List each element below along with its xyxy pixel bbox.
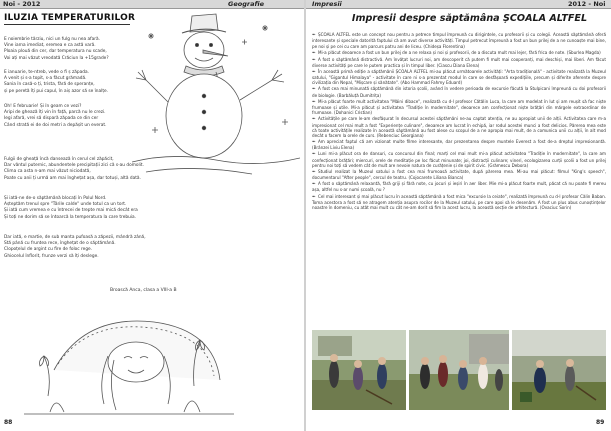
- paragraph-text: Luni mi-a plăcut ora de dansuri, cu concursul din final; marți cel mai mult mi-a plăcut activitatea "Tradiție în modernitate", la care am confecționat brățări; miercuri, orele de meditație pe loc făcut minunate; joi, distracții culinare; vineri, ecologizarea curții școlii a fost un prilej pentru noi toți să vedem cât de mult are nevoie natura de curățenie și de spirit civic. (Grămescu Debora): [312, 151, 606, 168]
- paragraph-text: Am apreciat faptul că am vizionat multe filme interesante, dar prezentarea despre muntele Everest a fost de-a dreptul impresionantă. (Brânzei Liviu Elena): [312, 139, 606, 151]
- article-body: [312, 32, 606, 211]
- right-section-label: Impresii: [312, 0, 342, 8]
- quill-icon: ✒: [312, 140, 316, 146]
- poem-line: E ianuarie, te-ntreb, vede o fi ș zăpada.: [4, 70, 89, 75]
- right-page-number: 89: [596, 419, 605, 426]
- poem-stanza: [4, 235, 146, 260]
- quill-icon: ✒: [312, 152, 316, 158]
- poem-stanza: [4, 157, 144, 182]
- poem-stanza: [4, 37, 109, 62]
- right-header-bar: [306, 0, 611, 9]
- poem-line: Poate cu anii ți urmă am mai înghețat așa, dar totuși, altă dată.: [4, 175, 141, 181]
- poem-line: Clopoțelul de argint cu fire de foloc rege.: [4, 247, 93, 253]
- poem-line: Sania în casă-o ți, trista, fără de speranțe,: [4, 82, 95, 88]
- quill-icon: ✒: [312, 33, 316, 38]
- photo-students-yard: [409, 330, 509, 410]
- photo-strip: [312, 330, 606, 410]
- article-paragraph: [312, 151, 606, 168]
- photo-students-garden: [312, 330, 406, 410]
- paragraph-text: Mi-a plăcut foarte mult activitatea "Mâini dibace", realizată cu d-l profesor Cătălin Luca, la care am modelat în lut și am reușit să fac niște frumoase și utile. Mi-a plăcut și activitatea "Tradiție în modernitate", deoarece am confecționat niște brățări din mărgele extraordinar de frumoase. (Dohanici Cristian): [312, 98, 606, 116]
- right-page-title: Impresii despre săptămâna ȘCOALA ALTFEL: [351, 13, 588, 24]
- poem-stanza: [4, 104, 106, 129]
- quill-icon: ✒: [312, 99, 316, 105]
- drawing-caption: Broască Anca, clasa a VIII-a B: [110, 288, 177, 293]
- title-underline: [4, 24, 130, 25]
- poem-line: E noiembrie târziu, nici un fulg nu nea afară.: [4, 37, 101, 42]
- left-page-label: Noi - 2012: [3, 0, 41, 8]
- poem-line: Și iată-ne de-o săptămână blocați în Polul Nord.: [4, 196, 107, 201]
- article-paragraph: [312, 50, 606, 56]
- poem-line: Ploaia plouă din cer, dar temperatura nu scade,: [4, 49, 107, 55]
- quill-icon: ✒: [312, 169, 316, 175]
- quill-icon: ✒: [312, 69, 316, 75]
- poem-line: A venit și s-a topit, s-a făcut grămadă.: [4, 76, 87, 82]
- poem-line: și pe peretă îți pui capul, în aiș azor să se înalțe.: [4, 88, 109, 94]
- left-header-bar: [0, 0, 304, 9]
- poem-line: Când strată ei de doi metri a depășit un everat.: [4, 122, 107, 128]
- poem-line: Fulgii de gheață încă dansează în cerul cel zăpăcit,: [4, 157, 114, 162]
- article-paragraph: [312, 99, 606, 116]
- page-spine: [304, 0, 306, 431]
- article-paragraph: [312, 194, 606, 211]
- left-page-title: ILUZIA TEMPERATURILOR: [4, 13, 136, 23]
- paragraph-text: Mi-a plăcut deoarece a fost un bun prilej de a ne relaxa și noi și profesorii, de a discuta mult mai lejer, fără frica de note. (Sburlea Magda): [318, 49, 601, 55]
- paragraph-text: În această primă ediție a săptămânii ȘCOALA ALTFEL mi-au plăcut următoarele activități: "Arta tradițională" - activitate realizată la Muzeul satului, "Gigantul Himalaya" - activitate în care ni s-a prezentat modul în care se desfășoară expedițiile, precum și diferite aferente despre civilizația din Nepal, "Mișcare și sănătate". (Abo Hammad Fahmy Eduard): [312, 68, 606, 86]
- article-paragraph: [312, 69, 606, 86]
- left-section-label: Geografie: [228, 0, 264, 8]
- poem-line: Dar vântul puternic, abundentele precipitații zici că s-au domolit.: [4, 163, 144, 169]
- quill-icon: ✒: [312, 117, 316, 123]
- poem-line: Oh! E februarie! Și în geam ce vezi?: [4, 104, 82, 109]
- article-paragraph: [312, 169, 606, 181]
- paragraph-text: A fost o săptămână distractivă. Am învățat lucruri noi, am descoperit că putem fi mult mai cooperanți, mai deschiși, mai liberi. Am făcut diverse activități pe care le putem practica și în timpul liber. (Ciascu Diana Elena): [312, 56, 606, 68]
- paragraph-text: Cel mai interesant și mai plăcut lucru în această săptămână a fost mica "excursie la ceiate", realizată împreună cu d-l profesor Călin Baban. Toma acestora a fost să ne atragem atenția asupra rocilor de la Muzeul satului, pe care apoi să le desenăm. A fost un plus abus cunoștințelor noastre în domeniu, cu atât mai mult cu cât ne-am dorit să fim la acest lucru, la această secție de arhitectură. (Ovaciuc Sorin): [312, 193, 606, 211]
- poem-line: Stă până cu fruntea rece, înghețat de o săptămână.: [4, 241, 116, 247]
- poem-line: Dar iată, e martie, de sub manta pufoasă a zăpezii, mândră zână,: [4, 235, 146, 240]
- poem-line: Și iată cum vremea e cu întrecei de trepte mai mică decât era: [4, 208, 138, 214]
- article-paragraph: [312, 181, 606, 193]
- paragraph-text: A fost cea mai minunată săptămână din istoria școlii, având în vedere perioada de excursie făcută la Stulpicani împreună cu doi profesorii de biologie. (Barbăluță Dumitrița): [312, 86, 606, 98]
- snowman-sketch: [132, 12, 300, 192]
- poem-line: Voi ați mai văzut vreodată Crăciun la +15grade?: [4, 55, 109, 61]
- article-paragraph: [312, 86, 606, 98]
- paragraph-text: ȘCOALA ALTFEL este un concept nou pentru a petrece timpul împreună cu dirigintele, cu profesorii și cu colegii. Această săptămână oferă interesante și speciale datorită faptului că am avut diverse activități. Timpul petrecut împreună a fost un bun prilej de a ne cunoaște mai bine, pe noi și pe cei cu care am parcurs patru ani de liceu. (Chideșa Florentina): [312, 32, 606, 49]
- left-page-number: 88: [4, 419, 13, 426]
- photo-students-cleanup: [512, 330, 606, 410]
- paragraph-text: A fost o săptămână relaxantă, fără griji și fără note, cu jocuri și ieșiri în aer liber. Mie mi-a plăcut foarte mult, păcat că nu poate fi mereu așa, altfel nu s-ar numi școală, nu ?: [312, 181, 606, 193]
- poem-line: Așteptăm trenul spre "Târile calde" unde totul ca un tort.: [4, 202, 127, 208]
- quill-icon: ✒: [312, 194, 316, 200]
- quill-icon: ✒: [312, 87, 316, 93]
- poem-stanza: [4, 196, 138, 221]
- poem-line: Iegi afară, vrei să dispară zăpada ce din cer: [4, 116, 99, 122]
- article-paragraph: [312, 57, 606, 69]
- poem-line: Clima ca asta n-am mai văzut niciodată,: [4, 169, 91, 175]
- article-paragraph: [312, 32, 606, 49]
- article-paragraph: [312, 139, 606, 151]
- poem-line: Ghiocelul înflorit, frunze verzi să îți deslege.: [4, 253, 99, 259]
- poem-line: Aripi de ghează îți vin în față, parcă nu le crezi.: [4, 110, 106, 116]
- quill-icon: ✒: [312, 50, 316, 56]
- quill-icon: ✒: [312, 182, 316, 188]
- paragraph-text: Activitățile pe care le-am desfășurat în decursul acestei săptămâni ne-au captat atenția, ne au apropiat unii de alții. Activitatea care m-a impresionat cel mai mult a fost "Experiențe culinare", deoarece am lucrat în echipă, iar rodul acestei munci a fost delicios. Părerea mea este că toate activitățile realizate în această săptămână au fost alese cu scopul de a ne apropia mai mult, de a comunica unii cu alții, în alt mod decât o facem la orele de curs. (Rebenciuc Georgiana): [312, 116, 606, 139]
- poem-line: Vine iarna imediat, eremea e ca astă vară.: [4, 43, 96, 49]
- right-page-label: 2012 - Noi: [568, 0, 606, 8]
- quill-icon: ✒: [312, 57, 316, 63]
- spring-sketch: [24, 300, 234, 418]
- article-paragraph: [312, 116, 606, 138]
- poem-line: Și toți ne dorim să se întoarcă la temperatura la care trebuia.: [4, 214, 136, 220]
- paragraph-text: Studiul realizat la Muzeul satului a fost cea mai frumoasă activitate, după părerea mea. Mi-au mai plăcut: filmul "King's speech", documentarul "After people", cercul de teatru. (Cojocarete Liliana Bianca): [312, 168, 606, 181]
- poem-stanza: [4, 70, 108, 95]
